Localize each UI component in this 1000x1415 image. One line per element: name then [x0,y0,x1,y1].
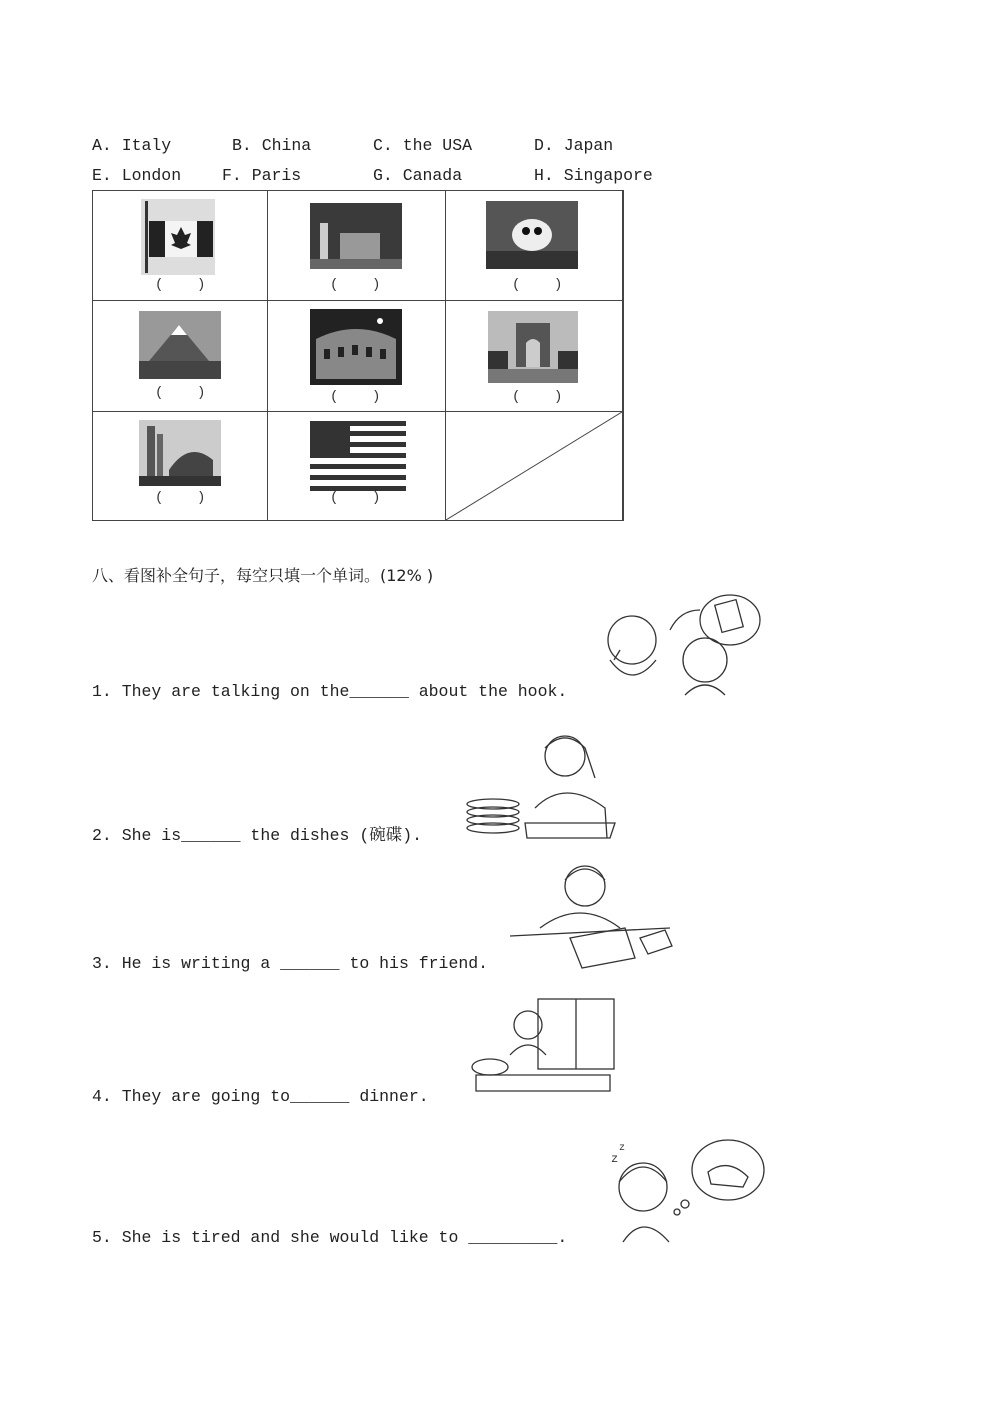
tired-sleeping-illustration [603,1132,768,1247]
option-d: D. Japan [534,136,614,155]
empty-crossed-cell [446,412,623,521]
colosseum-image [310,309,402,385]
cell-london [268,191,446,301]
singapore-image [139,420,221,486]
mount-fuji-image [139,311,221,379]
cell-singapore [93,412,268,521]
svg-text:z: z [619,1143,626,1154]
cell-panda [446,191,623,301]
option-e: E. London [92,166,182,185]
picture-matching-table [92,190,624,521]
svg-text:z: z [611,1152,619,1166]
option-h: H. Singapore [534,166,653,185]
cell-colosseum [268,301,446,412]
option-a: A. Italy [92,136,172,155]
panda-image [486,201,578,269]
sentence-4: 4. They are going to______ dinner. [92,1087,429,1106]
diagonal-line [446,412,623,521]
cell-arc [446,301,623,412]
phone-call-illustration [600,590,770,700]
washing-dishes-illustration [465,728,620,843]
writing-letter-illustration [510,858,675,970]
answer-blank[interactable]: ( ) [512,389,563,405]
sentence-3: 3. He is writing a ______ to his friend. [92,954,489,973]
arc-de-triomphe-image [488,311,578,383]
cell-fuji [93,301,268,412]
option-c: C. the USA [373,136,473,155]
cell-usa-flag [268,412,446,521]
cooking-dinner-illustration [470,995,620,1095]
cell-canada-flag [93,191,268,301]
answer-blank[interactable]: ( ) [330,490,381,506]
answer-blank[interactable]: ( ) [155,490,206,506]
sentence-1: 1. They are talking on the______ about the hook. [92,682,568,701]
answer-blank[interactable]: ( ) [330,389,381,405]
canada-flag-image [141,199,215,275]
option-f: F. Paris [222,166,302,185]
answer-blank[interactable]: ( ) [155,277,206,293]
section-8-heading: 八、看图补全句子，每空只填一个单词。(12% ) [92,566,434,585]
answer-blank[interactable]: ( ) [330,277,381,293]
answer-blank[interactable]: ( ) [512,277,563,293]
usa-flag-image [310,421,406,491]
option-b: B. China [232,136,312,155]
option-g: G. Canada [373,166,463,185]
sentence-5: 5. She is tired and she would like to _________. [92,1228,568,1247]
london-night-image [310,203,402,269]
answer-blank[interactable]: ( ) [155,385,206,401]
sentence-2: 2. She is______ the dishes (碗碟). [92,826,423,845]
